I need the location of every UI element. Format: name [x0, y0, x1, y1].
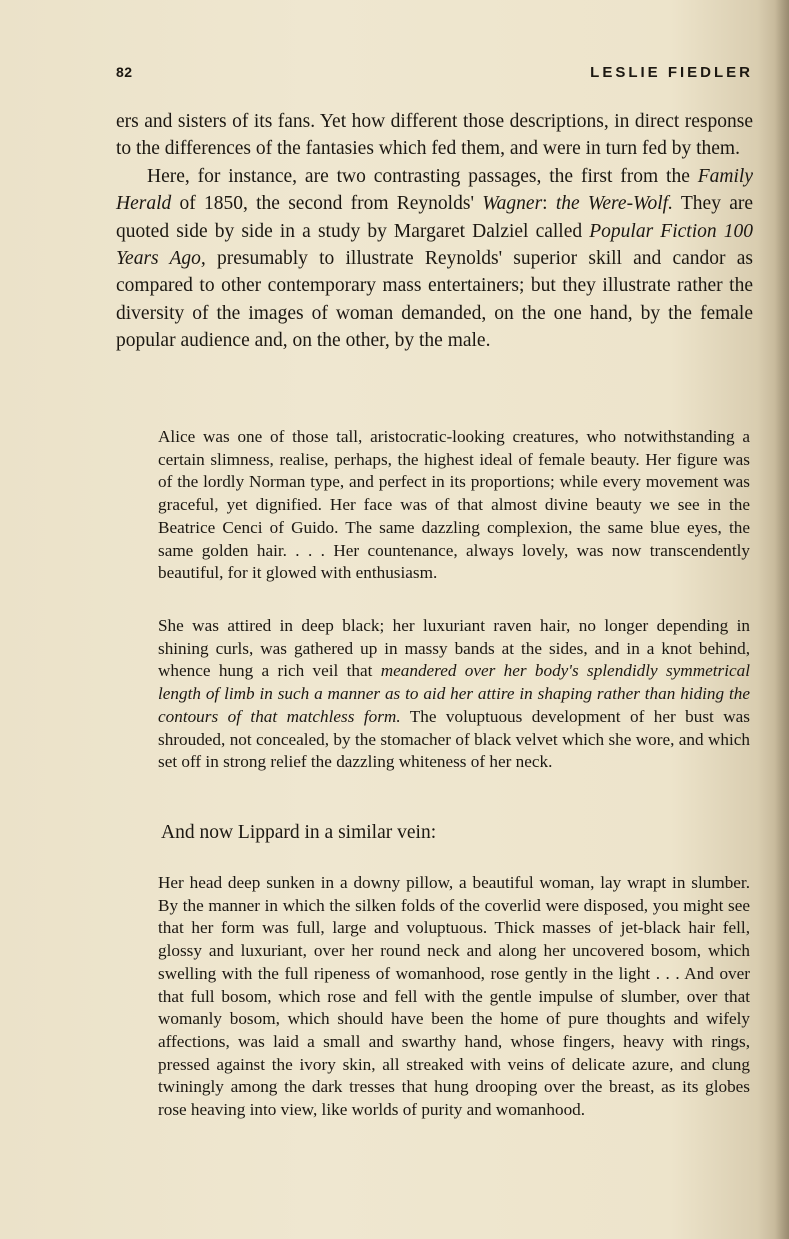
title-popular-fiction: Popular Fiction 100 Years Ago, [116, 220, 753, 270]
title-family-herald: Family Herald [116, 165, 753, 215]
block-quote-lippard [158, 872, 750, 1122]
page-header [116, 64, 753, 86]
body-text [116, 108, 753, 355]
quote-text [158, 615, 750, 774]
text-span: She was attired in deep black; her luxuriant raven hair, no longer depending in shining curls, was gathered up in massy bands at the sides, and in a knot behind, whence hung a rich veil that [158, 616, 750, 681]
lead-in-line: And now Lippard in a similar vein: [161, 822, 437, 843]
text-span: : [542, 193, 556, 215]
paragraph-passages-intro [116, 163, 753, 355]
paragraph-continuation: ers and sisters of its fans. Yet how different those descriptions, in direct response to the differences of the fantasies which fed them, and were in turn fed by them. [116, 111, 753, 160]
emphasis-span: meandered over her body's splendidly symmetrical length of limb in such a manner as to aid her attire in shaping rather than hiding the contours of that matchless form. [158, 661, 750, 726]
text-span: of 1850, the second from Reynolds' [171, 193, 483, 215]
block-quote-wagner [158, 615, 750, 774]
text-span: Here, for instance, are two contrasting passages, the first from the [147, 165, 698, 187]
text-span: They are quoted side by side in a study by Margaret Dalziel called [116, 193, 754, 242]
quote-text: Her head deep sunken in a downy pillow, a beautiful woman, lay wrapt in slumber. By the manner in which the silken folds of the coverlid were disposed, you might see that her form was full, large and voluptuous. Thick masses of jet-black hair fell, glossy and luxuriant, over her round neck and along her uncovered bosom, which swelling with the full ripeness of womanhood, rose gently in the light . . . And over that full bosom, which rose and fell with the gentle impulse of slumber, over that womanly bosom, which should have been the home of pure thoughts and wifely affections, was laid a small and swarthy hand, whose fingers, heavy with rings, pressed against the ivory skin, all streaked with veins of delicate azure, and clung twiningly among the dark tresses that hung drooping over the breast, as its globes rose heaving into view, like worlds of purity and womanhood. [158, 873, 750, 1120]
title-were-wolf: the Were-Wolf. [555, 193, 673, 215]
page-edge-shadow [775, 0, 789, 1239]
title-wagner: Wagner [482, 193, 543, 215]
page-number: 82 [116, 64, 133, 80]
quote-text: Alice was one of those tall, aristocratic-looking creatures, who notwithstanding a certain slimness, realise, perhaps, the highest ideal of female beauty. Her figure was of the lordly Norman type, and perfect in its proportions; while every movement was graceful, yet dignified. Her face was of that almost divine beauty we see in the Beatrice Cenci of Guido. The same dazzling complexion, the same blue eyes, the same golden hair. . . . Her countenance, always lovely, was now transcendently beautiful, for it glowed with enthusiasm. [158, 427, 750, 583]
running-head: LESLIE FIEDLER [590, 64, 753, 81]
text-span: presumably to illustrate Reynolds' superior skill and candor as compared to other contemporary mass entertainers; but they illustrate rather the diversity of the images of woman demanded, on the one hand, by the female popular audience and, on the other, by the male. [116, 248, 753, 352]
block-quote-family-herald [158, 426, 750, 585]
text-span: The voluptuous development of her bust was shrouded, not concealed, by the stomacher of black velvet which she wore, and which set off in strong relief the dazzling whiteness of her neck. [158, 706, 750, 772]
